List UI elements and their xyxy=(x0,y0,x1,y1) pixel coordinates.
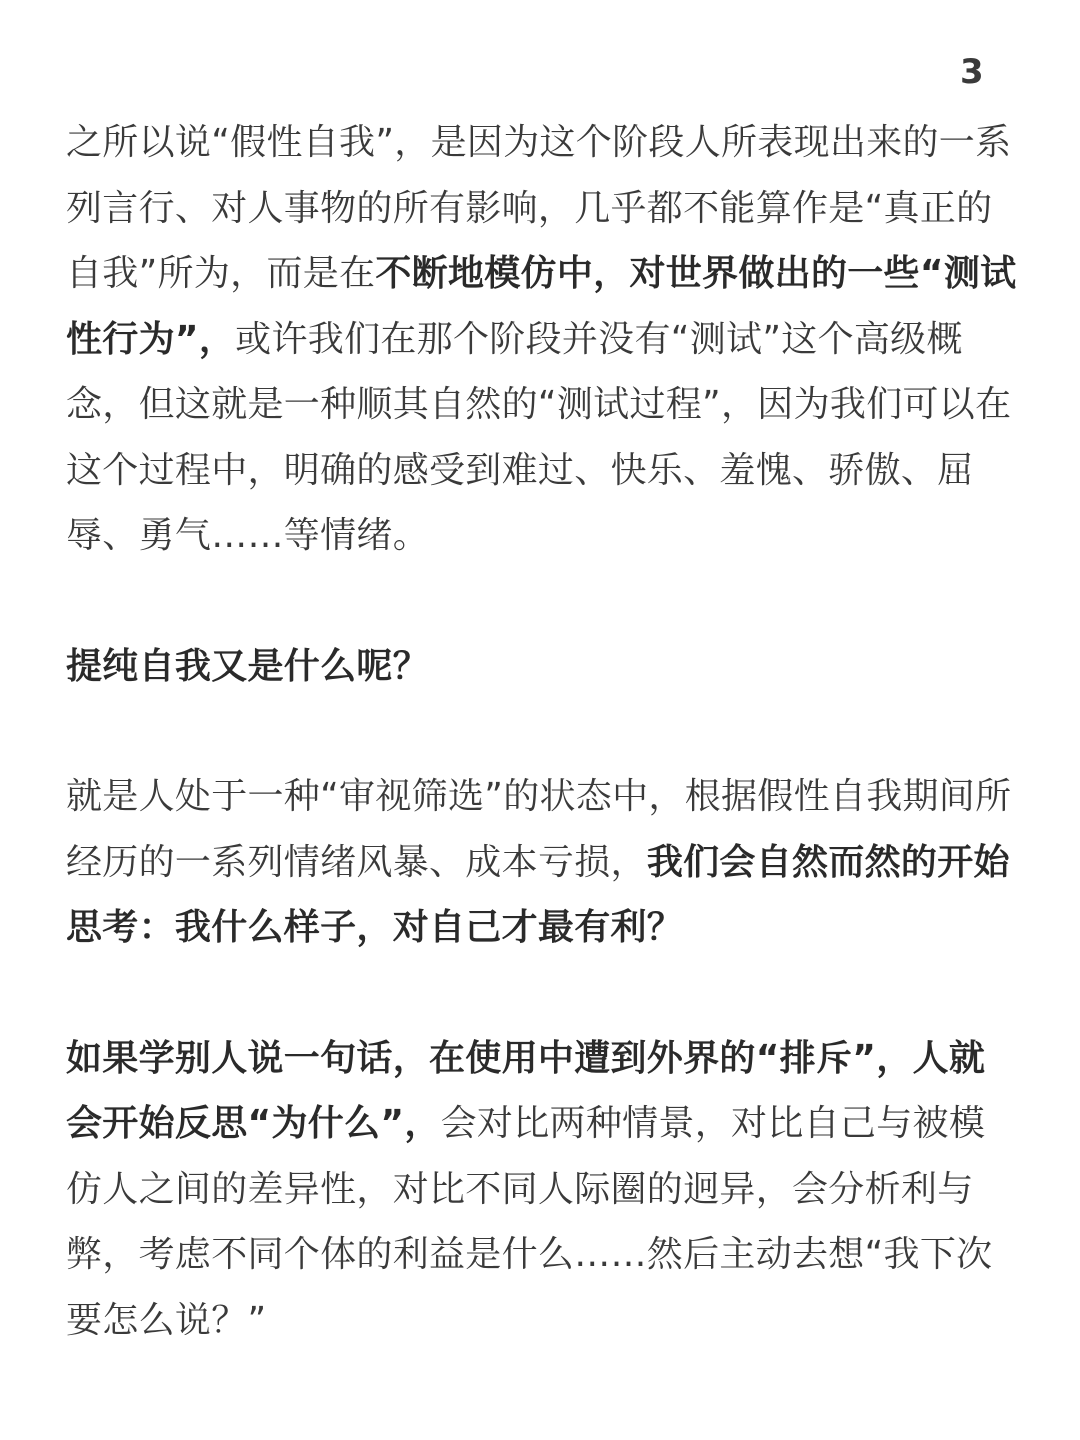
paragraph-emphasis: 不断地模仿中，对世界做出的一些“测试性行为”， xyxy=(66,253,1017,360)
page-number: 3 xyxy=(960,52,984,92)
spacer xyxy=(66,699,1018,764)
article-body xyxy=(66,110,1018,1353)
spacer xyxy=(66,569,1018,634)
paragraph-text: 或许我们在那个阶段并没有“测试”这个高级概念，但这就是一种顺其自然的“测试过程”，因为我们可以在这个过程中，明确的感受到难过、快乐、羞愧、骄傲、屈辱、勇气……等情绪。 xyxy=(66,318,1012,556)
paragraph-text: 就是人处于一种“审视筛选”的状态中，根据假性自我期间所经历的一系列情绪风暴、成本亏损， xyxy=(66,776,1012,883)
paragraph-emphasis: 我们会自然而然的开始思考：我什么样子，对自己才最有利？ xyxy=(66,841,1010,948)
paragraph-text: 之所以说“假性自我”，是因为这个阶段人所表现出来的一系列言行、对人事物的所有影响，几乎都不能算作是“真正的自我”所为，而是在 xyxy=(66,122,1012,294)
spacer xyxy=(66,961,1018,1026)
paragraph-emphasis: 如果学别人说一句话，在使用中遭到外界的“排斥”，人就会开始反思“为什么”， xyxy=(66,1037,986,1144)
paragraph-text: 会对比两种情景，对比自己与被模仿人之间的差异性，对比不同人际圈的迥异，会分析利与弊，考虑不同个体的利益是什么……然后主动去想“我下次要怎么说？” xyxy=(66,1103,993,1341)
paragraph-example xyxy=(66,1026,1018,1354)
paragraph-purified-self xyxy=(66,764,1018,961)
section-heading: 提纯自我又是什么呢？ xyxy=(66,645,430,687)
paragraph-false-self xyxy=(66,110,1018,569)
